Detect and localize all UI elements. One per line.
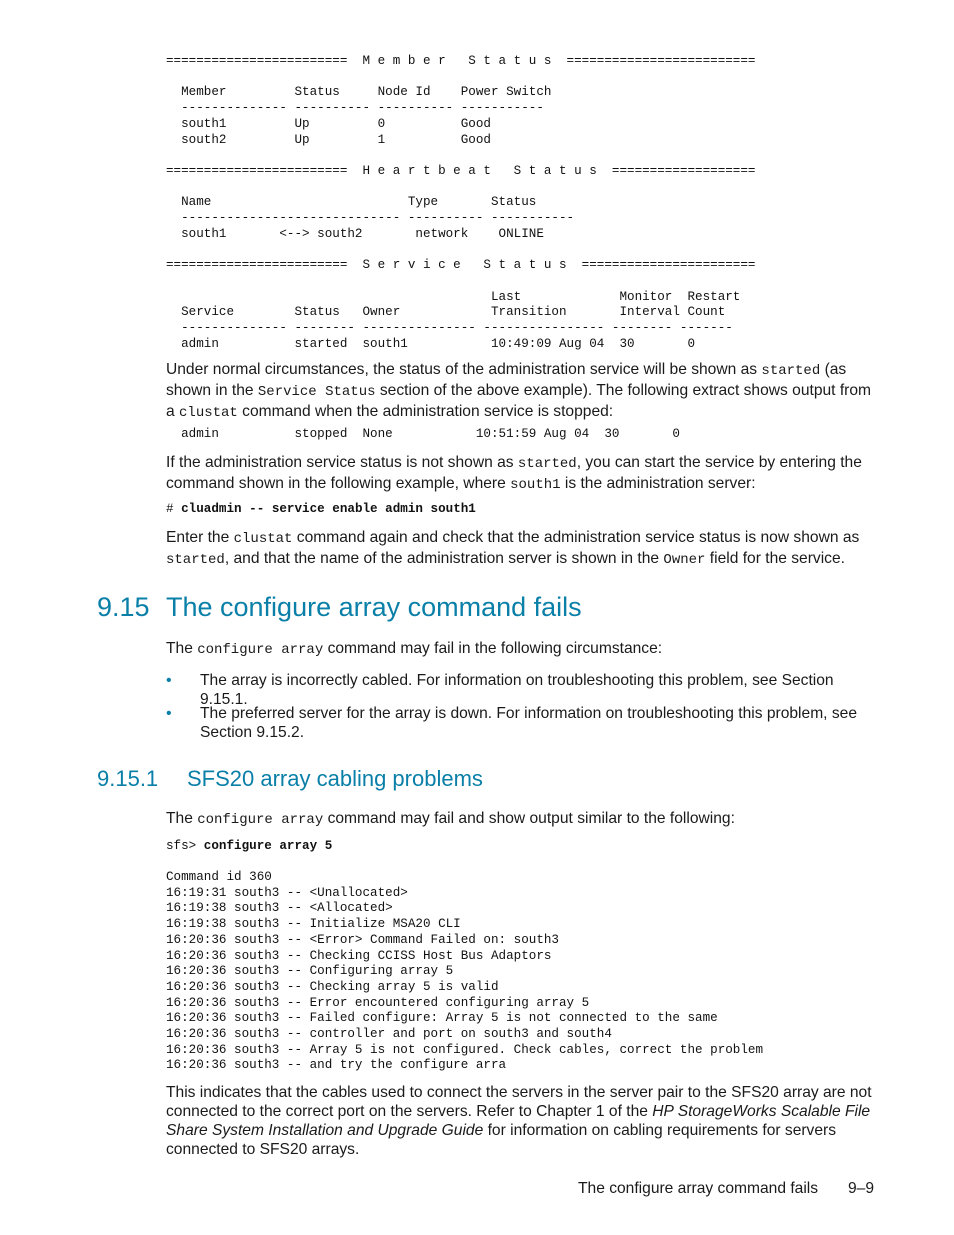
inline-code: Owner — [663, 552, 706, 568]
cluadmin-command — [166, 502, 476, 518]
text: command may fail in the following circumstance: — [323, 640, 663, 657]
paragraph-start-service — [166, 453, 878, 495]
inline-code: clustat — [179, 405, 238, 421]
section-title: The configure array command fails — [166, 592, 582, 622]
paragraph-check-status — [166, 528, 878, 570]
text: command again and check that the administration service status is now shown as — [292, 529, 860, 546]
prompt: sfs> — [166, 839, 204, 853]
text: The — [166, 810, 198, 827]
stopped-output-line: admin stopped None 10:51:59 Aug 04 30 0 — [166, 427, 680, 441]
text: Enter the — [166, 529, 234, 546]
inline-code: clustat — [233, 531, 293, 547]
paragraph-output-intro — [166, 809, 878, 830]
book-title: HP StorageWorks Scalable File Share System Installation and Upgrade Guide — [166, 1103, 871, 1139]
text: section of the above example). The following extract shows output from a — [166, 382, 872, 420]
inline-code: configure array — [197, 812, 324, 828]
inline-code: Service Status — [257, 384, 376, 400]
inline-code: started — [761, 363, 821, 379]
text: is the administration server: — [560, 475, 756, 492]
page-number: 9–9 — [848, 1180, 875, 1197]
clustat-output-block: ======================== M e m b e r S t a t u s ========================= Member Status Node Id Power Switch -------------- ---------- ---------- ----------- south1 Up 0 Good south2 Up 1 Good ======================== H e a r t b e a t S t a t u s =================== Name Type Status ----------------------------- ---------- ----------- south1 <--> south2 network ONLINE ======================== S e r v i c e S t a t u s ======================= Last Monitor Restart Service Status Owner Transition Interval Count -------------- -------- --------------- ---------------- -------- ------- admin started south1 10:49:09 Aug 04 30 0 — [166, 54, 756, 351]
paragraph-cabling-explanation — [166, 1083, 878, 1159]
command-text: cluadmin -- service enable admin south1 — [181, 502, 476, 516]
text: , and that the name of the administration server is shown in the — [224, 550, 664, 567]
paragraph-configure-fail — [166, 639, 878, 660]
bullet-icon: • — [166, 672, 172, 689]
section-number: 9.15 — [97, 592, 150, 622]
subsection-number: 9.15.1 — [97, 766, 159, 791]
bullet-item — [166, 671, 878, 708]
configure-command — [166, 839, 332, 855]
paragraph-normal-status — [166, 360, 878, 423]
inline-code: south1 — [510, 477, 561, 493]
text: This indicates that the cables used to connect the servers in the server pair to the SFS20 array are not connected to the correct port on the servers. Refer to Chapter 1 of the — [166, 1084, 872, 1120]
configure-output-block: Command id 360 16:19:31 south3 -- <Unallocated> 16:19:38 south3 -- <Allocated> 16:19:38 south3 -- Initialize MSA20 CLI 16:20:36 south3 -- <Error> Command Failed on: south3 16:20:36 south3 -- Checking CCISS Host Bus Adaptors 16:20:36 south3 -- Configuring array 5 16:20:36 south3 -- Checking array 5 is valid 16:20:36 south3 -- Error encountered configuring array 5 16:20:36 south3 -- Failed configure: Array 5 is not connected to the same 16:20:36 south3 -- controller and port on south3 and south4 16:20:36 south3 -- Array 5 is not configured. Check cables, correct the problem 16:20:36 south3 -- and try the configure arra — [166, 870, 764, 1073]
text: The — [166, 640, 198, 657]
bullet-text: The preferred server for the array is down. For information on troubleshooting this problem, see Section 9.15.2. — [200, 705, 857, 741]
text: If the administration service status is not shown as — [166, 454, 518, 471]
bullet-text: The array is incorrectly cabled. For information on troubleshooting this problem, see Section 9.15.1. — [200, 672, 834, 708]
text: field for the service. — [705, 550, 845, 567]
bullet-icon: • — [166, 705, 172, 722]
text: Under normal circumstances, the status of the administration service will be shown as — [166, 361, 762, 378]
bullet-item — [166, 704, 878, 744]
subsection-title: SFS20 array cabling problems — [187, 766, 483, 791]
subsection-heading — [97, 765, 483, 793]
prompt: # — [166, 502, 182, 516]
text: (as shown in the — [166, 361, 847, 399]
text: command may fail and show output similar to the following: — [323, 810, 735, 827]
text: for information on cabling requirements for servers connected to SFS20 arrays. — [166, 1122, 837, 1158]
inline-code: started — [166, 552, 225, 568]
inline-code: started — [517, 456, 577, 472]
text: command when the administration service is stopped: — [237, 403, 614, 420]
section-heading — [97, 591, 582, 623]
command-text: configure array 5 — [203, 839, 333, 853]
footer-title: The configure array command fails — [578, 1180, 819, 1197]
text: , you can start the service by entering the command shown in the following example, where — [166, 454, 862, 492]
inline-code: configure array — [197, 642, 324, 658]
